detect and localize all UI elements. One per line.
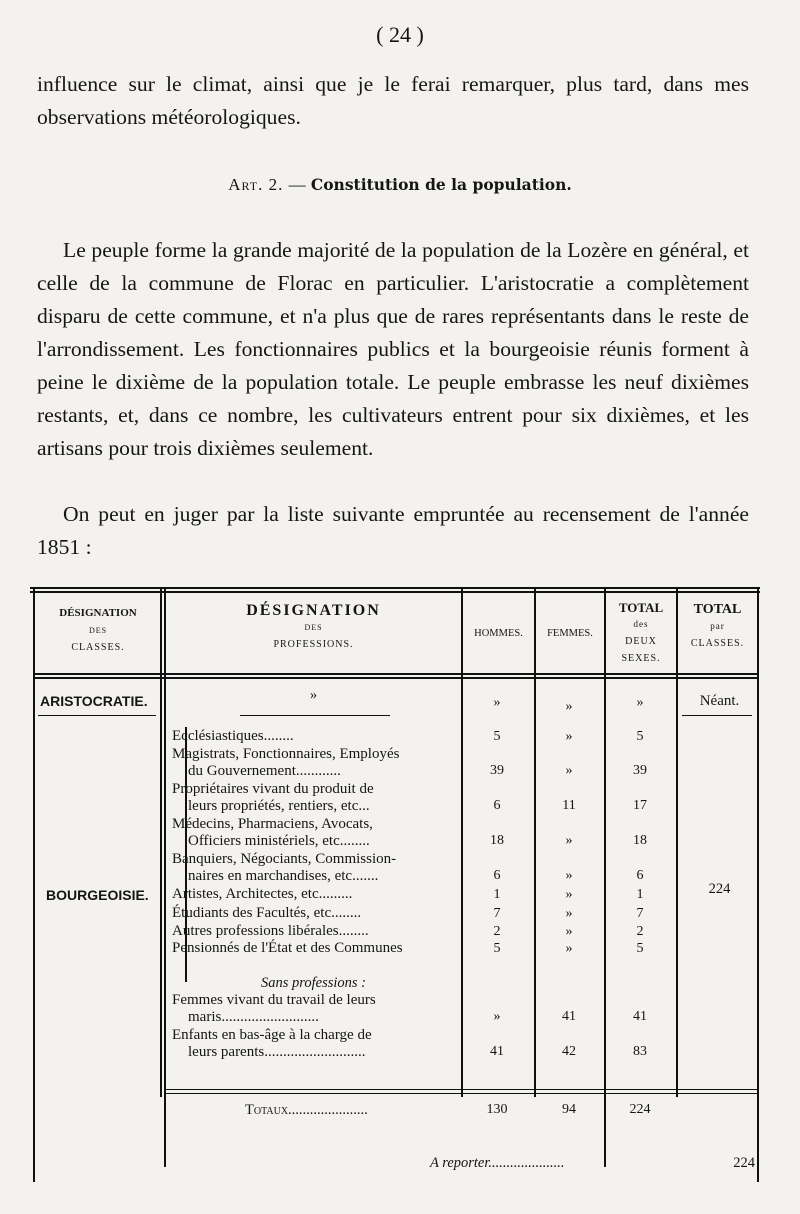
article-heading [0,175,800,195]
profession-line: Étudiants des Facultés, etc........ [172,905,362,921]
cell-total: 7 [636,906,644,921]
bourgeoisie-total: 224 [708,881,731,897]
profession-line: Ecclésiastiques........ [172,728,294,744]
cell-femmes: » [565,868,573,883]
totaux-total: 224 [629,1102,651,1117]
totaux-hommes: 130 [486,1102,508,1117]
cell-hommes: 41 [490,1044,504,1059]
profession-line: Enfants en bas-âge à la charge de [172,1027,372,1043]
sans-professions-heading: Sans professions : [261,975,366,991]
header-rule [33,673,759,675]
profession-line: naires en marchandises, etc....... [188,867,379,884]
divider [38,715,156,716]
cell-femmes: » [565,924,573,939]
cell-hommes: » [493,1009,501,1024]
cell-femmes: » [565,887,573,902]
census-table [30,587,760,1187]
cell-hommes: 39 [490,763,504,778]
totaux-label: Totaux...................... [245,1102,368,1118]
aristocratie-total: » [636,695,644,710]
profession-label [172,905,462,922]
cell-hommes: 6 [493,798,501,813]
cell-total: 5 [636,941,644,956]
cell-hommes: 5 [493,941,501,956]
cell-femmes: » [565,906,573,921]
profession-line: Médecins, Pharmaciens, Avocats, [172,816,373,832]
cell-total: 83 [633,1044,647,1059]
cell-hommes: 5 [493,729,501,744]
aristocratie-femmes: » [565,699,573,714]
paragraph-1: Le peuple forme la grande majorité de la population de la Lozère en général, et celle de la commune de Florac en particulier. L'aristocratie a complètement disparu de cette commune, et n'a plus que de rares représentants dans le reste de l'arrondissement. Les fonctionnaires publics et la bourgeoisie réunis forment à peine le dixième de la population totale. Le peuple embrasse les neuf dixièmes restants, et, dans ce nombre, les cultivateurs entrent pour six dixièmes, et les artisans pour trois dixièmes seulement. [37,238,749,460]
profession-line: Femmes vivant du travail de leurs [172,992,376,1008]
cell-total: 18 [633,833,647,848]
profession-line: leurs parents........................... [188,1043,366,1060]
totals-rule [166,1093,759,1094]
a-reporter-value: 224 [733,1155,755,1171]
profession-label [172,886,462,903]
paragraph-2: On peut en juger par la liste suivante empruntée au recensement de l'année 1851 : [37,502,749,559]
cell-femmes: 41 [562,1009,576,1024]
column-divider [676,587,678,1097]
profession-label [172,781,462,814]
cell-total: 1 [636,887,644,902]
profession-line: leurs propriétés, rentiers, etc... [188,797,370,814]
profession-label [172,923,462,940]
cell-hommes: 6 [493,868,501,883]
class-bourgeoisie: BOURGEOISIE. [46,887,149,903]
profession-line: Officiers ministériels, etc........ [188,832,370,849]
cell-total: 6 [636,868,644,883]
profession-label [172,851,462,884]
cell-femmes: » [565,729,573,744]
column-divider [534,587,536,1097]
profession-line: Magistrats, Fonctionnaires, Employés [172,746,400,762]
cell-femmes: 11 [562,798,576,813]
cell-total: 2 [636,924,644,939]
totaux-femmes: 94 [562,1102,576,1117]
profession-line: Pensionnés de l'État et des Communes [172,940,403,956]
header-total-sexes: TOTAL des DEUX SEXES. [618,600,664,664]
page-number: ( 24 ) [376,22,424,47]
table-border-top [30,587,760,589]
divider [682,715,752,716]
intro-paragraph: influence sur le climat, ainsi que je le ferai remarquer, plus tard, dans mes observations météorologiques. [37,72,749,129]
table-border-top [30,591,760,593]
profession-label [172,1027,462,1060]
profession-label [172,728,462,745]
profession-label [172,992,462,1025]
header-professions: DÉSIGNATION DES PROFESSIONS. [246,602,381,650]
cell-total: 17 [633,798,647,813]
aristocratie-hommes: » [493,695,501,710]
header-total-classes: TOTAL par CLASSES. [690,602,745,649]
profession-line: Artistes, Architectes, etc......... [172,886,353,902]
header-rule [33,677,759,679]
article-title: Constitution de la population. [310,175,572,194]
profession-label [172,746,462,779]
aristocratie-total-classe: Néant. [699,693,740,709]
profession-label [172,940,462,957]
cell-hommes: 18 [490,833,504,848]
profession-line: du Gouvernement............ [188,762,341,779]
profession-label [172,816,462,849]
cell-femmes: 42 [562,1044,576,1059]
divider [240,715,390,716]
profession-line: Banquiers, Négociants, Commission- [172,851,397,867]
header-classes: DÉSIGNATION DES CLASSES. [59,607,137,653]
cell-femmes: » [565,941,573,956]
cell-hommes: 1 [493,887,501,902]
aristocratie-profession: » [309,687,318,703]
cell-total: 39 [633,763,647,778]
cell-hommes: 7 [493,906,501,921]
profession-line: maris.......................... [188,1008,319,1025]
cell-femmes: » [565,763,573,778]
cell-hommes: 2 [493,924,501,939]
column-divider [160,587,162,1097]
profession-line: Autres professions libérales........ [172,923,369,939]
cell-total: 5 [636,729,644,744]
totals-rule [166,1089,759,1090]
class-aristocratie: ARISTOCRATIE. [40,693,148,709]
a-reporter-label: A reporter..................... [430,1155,565,1171]
article-label: Art. 2. — [228,175,307,194]
header-femmes: FEMMES. [547,628,593,639]
cell-total: 41 [633,1009,647,1024]
cell-femmes: » [565,833,573,848]
header-hommes: HOMMES. [474,628,523,639]
profession-line: Propriétaires vivant du produit de [172,781,374,797]
